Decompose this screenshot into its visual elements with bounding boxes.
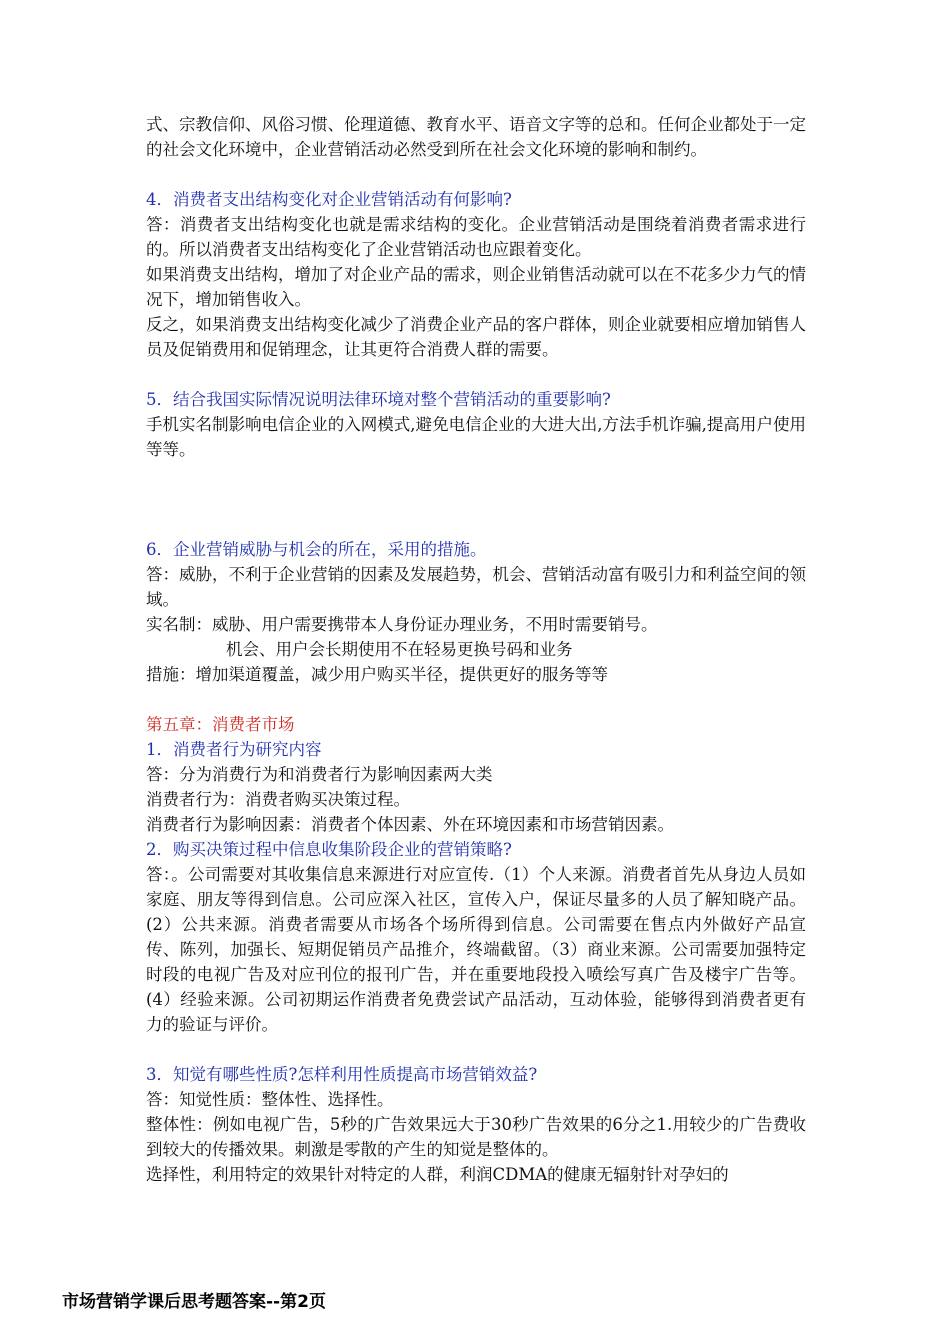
chapter5-answer-1-part-1: 答：分为消费行为和消费者行为影响因素两大类: [146, 765, 493, 784]
chapter5-question-1: 1．消费者行为研究内容: [146, 740, 322, 759]
page-footer: 市场营销学课后思考题答案--第2页: [62, 1292, 326, 1312]
answer-6-part-4: 措施：增加渠道覆盖，减少用户购买半径，提供更好的服务等等: [146, 665, 608, 684]
answer-4-part-2: 如果消费支出结构，增加了对企业产品的需求，则企业销售活动就可以在不花多少力气的情况下，增加销售收入。: [146, 265, 806, 309]
chapter5-answer-2: 答：。公司需要对其收集信息来源进行对应宣传.（1）个人来源。消费者首先从身边人员如家庭、朋友等得到信息。公司应深入社区，宣传入户，保证尽量多的人员了解知晓产品。(2）公共来源。消费者需要从市场各个场所得到信息。公司需要在售点内外做好产品宣传、陈列，加强长、短期促销员产品推介，终端截留。（3）商业来源。公司需要加强特定时段的电视广告及对应刊位的报刊广告，并在重要地段投入喷绘写真广告及楼宇广告等。(4）经验来源。公司初期运作消费者免费尝试产品活动，互动体验，能够得到消费者更有力的验证与评价。: [146, 865, 806, 1034]
answer-5: 手机实名制影响电信企业的入网模式,避免电信企业的大进大出,方法手机诈骗,提高用户使用等等。: [146, 415, 806, 459]
paragraph-social-culture: 式、宗教信仰、风俗习惯、伦理道德、教育水平、语音文字等的总和。任何企业都处于一定的社会文化环境中，企业营销活动必然受到所在社会文化环境的影响和制约。: [146, 115, 806, 159]
answer-4-part-1: 答：消费者支出结构变化也就是需求结构的变化。企业营销活动是围绕着消费者需求进行的。所以消费者支出结构变化了企业营销活动也应跟着变化。: [146, 215, 806, 259]
chapter5-answer-3-part-3: 选择性，利用特定的效果针对特定的人群，利润CDMA的健康无辐射针对孕妇的: [146, 1165, 729, 1184]
chapter-5-heading: 第五章：消费者市场: [146, 715, 295, 734]
answer-6-part-3: 机会、用户会长期使用不在轻易更换号码和业务: [226, 640, 573, 659]
question-6: 6．企业营销威胁与机会的所在，采用的措施。: [146, 540, 487, 559]
chapter5-answer-1-part-3: 消费者行为影响因素：消费者个体因素、外在环境因素和市场营销因素。: [146, 815, 674, 834]
answer-4-part-3: 反之，如果消费支出结构变化减少了消费企业产品的客户群体，则企业就要相应增加销售人员及促销费用和促销理念，让其更符合消费人群的需要。: [146, 315, 806, 359]
chapter5-answer-3-part-1: 答：知觉性质：整体性、选择性。: [146, 1090, 394, 1109]
question-5: 5．结合我国实际情况说明法律环境对整个营销活动的重要影响?: [146, 390, 611, 409]
question-4: 4．消费者支出结构变化对企业营销活动有何影响?: [146, 190, 512, 209]
chapter5-question-3: 3．知觉有哪些性质?怎样利用性质提高市场营销效益?: [146, 1065, 538, 1084]
document-body: [146, 112, 806, 1187]
chapter5-question-2: 2．购买决策过程中信息收集阶段企业的营销策略?: [146, 840, 512, 859]
answer-6-part-1: 答：威胁，不利于企业营销的因素及发展趋势，机会、营销活动富有吸引力和利益空间的领域。: [146, 565, 806, 609]
chapter5-answer-1-part-2: 消费者行为：消费者购买决策过程。: [146, 790, 410, 809]
answer-6-part-2: 实名制：威胁、用户需要携带本人身份证办理业务，不用时需要销号。: [146, 615, 658, 634]
chapter5-answer-3-part-2: 整体性：例如电视广告，5秒的广告效果远大于30秒广告效果的6分之1.用较少的广告费收到较大的传播效果。刺激是零散的产生的知觉是整体的。: [146, 1115, 806, 1159]
